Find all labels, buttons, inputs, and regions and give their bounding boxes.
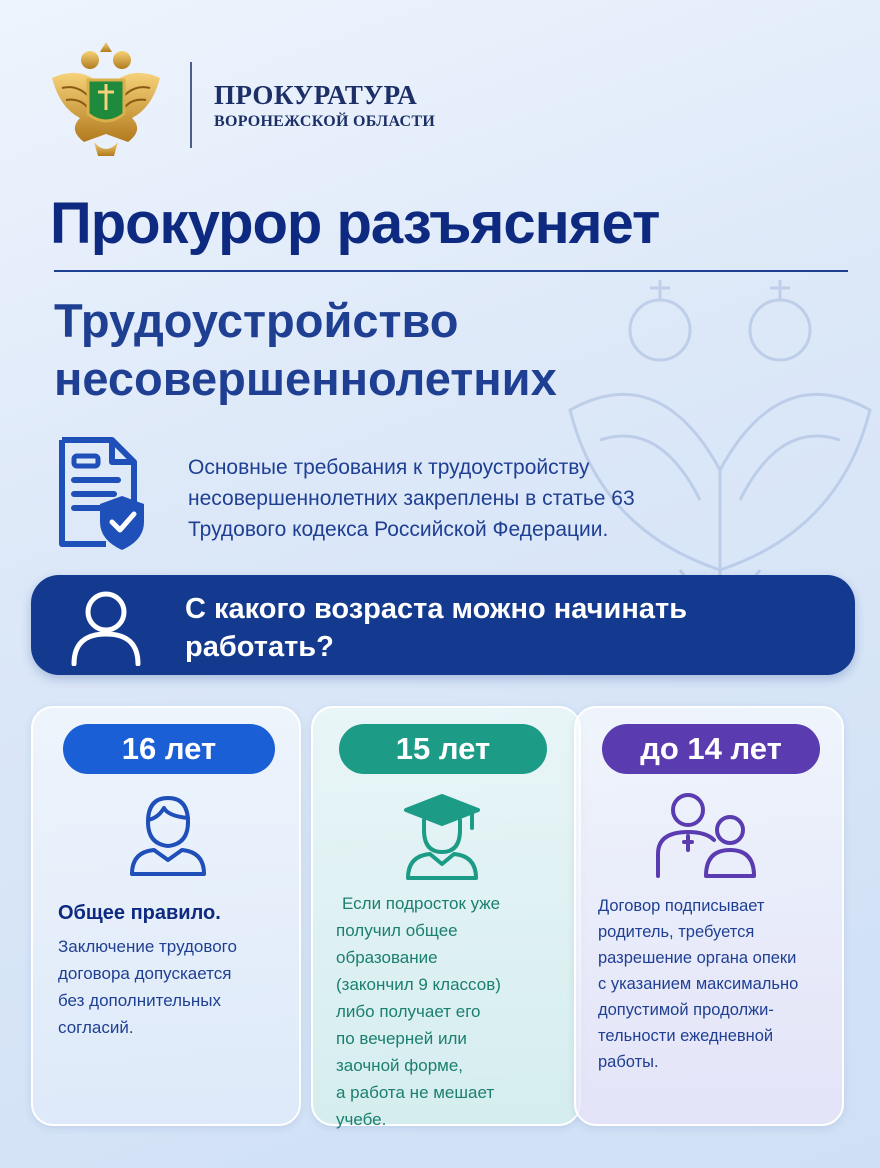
page-title: Прокурор разъясняет [50, 191, 660, 256]
card-15-line: либо получает его [336, 1002, 481, 1021]
card-under-14-line: с указанием максимально [598, 975, 799, 993]
parent-child-icon [654, 792, 758, 878]
topic-title-line-1: Трудоустройство [54, 294, 459, 347]
card-under-14-line: тельности ежедневной [598, 1027, 774, 1045]
prosecutor-emblem-icon [48, 38, 164, 162]
topic-title [54, 292, 557, 408]
card-15-line: образование [336, 948, 438, 967]
title-divider [54, 270, 848, 272]
card-15-line: Если подросток уже [342, 894, 501, 913]
card-15-line: по вечерней или [336, 1029, 467, 1048]
card-15-line: заочной форме, [336, 1056, 464, 1075]
age-badge-15: 15 лет [339, 724, 547, 774]
age-badge-16: 16 лет [63, 724, 275, 774]
question-line-1: С какого возраста можно начинать [185, 593, 688, 625]
card-16-line: Заключение трудового [58, 937, 237, 956]
card-under-14-line: работы. [598, 1053, 659, 1071]
org-name: ПРОКУРАТУРА [214, 80, 418, 110]
topic-title-line-2: несовершеннолетних [54, 352, 557, 405]
intro-line-3: Трудового кодекса Российской Федерации. [188, 518, 609, 541]
card-under-14-line: разрешение органа опеки [598, 949, 797, 967]
card-15-line: учебе. [336, 1110, 387, 1129]
header-divider [190, 62, 192, 148]
intro-text [188, 452, 808, 545]
user-icon [68, 590, 144, 666]
card-16-text [58, 933, 298, 1041]
card-under-14-line: родитель, требуется [598, 923, 755, 941]
card-16-heading: Общее правило. [58, 902, 221, 924]
question-text [185, 590, 825, 666]
boy-icon [128, 792, 208, 876]
card-under-14-line: допустимой продолжи- [598, 1001, 774, 1019]
card-15-text [336, 890, 556, 1133]
card-under-14-line: Договор подписывает [598, 897, 765, 915]
card-16-line: согласий. [58, 1018, 134, 1037]
graduate-icon [402, 792, 482, 880]
document-shield-icon [56, 434, 148, 552]
age-badge-under-14: до 14 лет [602, 724, 820, 774]
question-line-2: работать? [185, 631, 334, 663]
card-under-14-text [598, 893, 830, 1075]
card-16-line: договора допускается [58, 964, 232, 983]
card-15-line: получил общее [336, 921, 458, 940]
org-region: ВОРОНЕЖСКОЙ ОБЛАСТИ [214, 113, 436, 130]
card-15-line: (закончил 9 классов) [336, 975, 501, 994]
intro-line-1: Основные требования к трудоустройству [188, 456, 590, 479]
intro-line-2: несовершеннолетних закреплены в статье 63 [188, 487, 635, 510]
card-16-line: без дополнительных [58, 991, 221, 1010]
card-15-line: а работа не мешает [336, 1083, 495, 1102]
